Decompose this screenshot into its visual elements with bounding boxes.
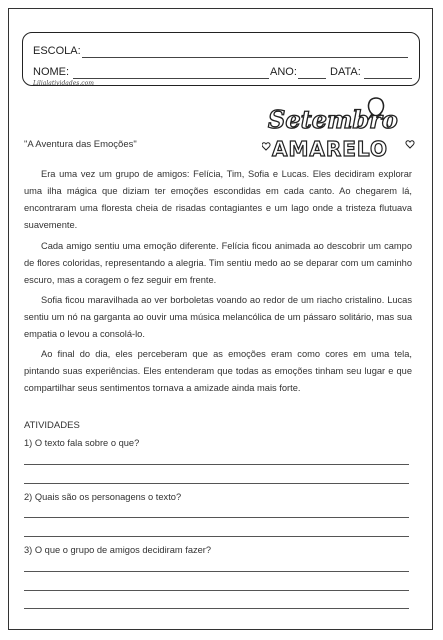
data-field[interactable] xyxy=(364,78,412,79)
logo-amarelo: AMARELO xyxy=(272,137,388,161)
answer-line[interactable] xyxy=(24,517,409,518)
story-paragraph-4: Ao final do dia, eles perceberam que as emoções eram como cores em uma tela, pintando suas experiências. Eles entenderam que todas as emoções tinham seu lugar e que compartilhar seus sentimentos tornava a amizade ainda mais forte. xyxy=(24,349,412,393)
story-paragraph-3: Sofia ficou maravilhada ao ver borboletas voando ao redor de um riacho cristalino. Lucas sentiu um nó na garganta ao ouvir uma música melancólica de um pássaro solitário, mas sua empatia o levou a consolá-lo. xyxy=(24,295,412,339)
ano-field[interactable] xyxy=(298,78,326,79)
escola-field[interactable] xyxy=(82,57,408,58)
answer-line[interactable] xyxy=(24,608,409,609)
question-1: 1) O texto fala sobre o que? xyxy=(24,438,140,448)
answer-line[interactable] xyxy=(24,590,409,591)
setembro-amarelo-logo xyxy=(262,96,422,162)
question-2: 2) Quais são os personagens o texto? xyxy=(24,492,182,502)
nome-field[interactable] xyxy=(73,78,269,79)
answer-line[interactable] xyxy=(24,483,409,484)
answer-line[interactable] xyxy=(24,536,409,537)
escola-label: ESCOLA: xyxy=(33,45,81,57)
data-label: DATA: xyxy=(330,66,361,78)
story-title: "A Aventura das Emoções" xyxy=(24,139,137,150)
story-paragraph-1: Era uma vez um grupo de amigos: Felícia, Tim, Sofia e Lucas. Eles decidiram explorar uma ilha mágica que diziam ter emoções escondidas em cada canto. Ao chegarem lá, encontraram uma floresta cheia de risadas contagiantes e um lago onde a tristeza flutuava suavemente. xyxy=(24,169,412,230)
site-credit: Lilialatividades.com xyxy=(33,80,94,87)
ano-label: ANO: xyxy=(270,66,297,78)
logo-setembro: Setembro xyxy=(268,105,398,134)
answer-line[interactable] xyxy=(24,571,409,572)
question-3: 3) O que o grupo de amigos decidiram fazer? xyxy=(24,545,212,555)
story-paragraph-2: Cada amigo sentiu uma emoção diferente. Felícia ficou animada ao descobrir um campo de flores coloridas, representando a alegria. Tim sentiu medo ao se deparar com um caminho escuro, mas a coragem o fez seguir em frente. xyxy=(24,241,412,285)
nome-label: NOME: xyxy=(33,66,70,78)
answer-line[interactable] xyxy=(24,464,409,465)
activities-title: ATIVIDADES xyxy=(24,420,80,431)
